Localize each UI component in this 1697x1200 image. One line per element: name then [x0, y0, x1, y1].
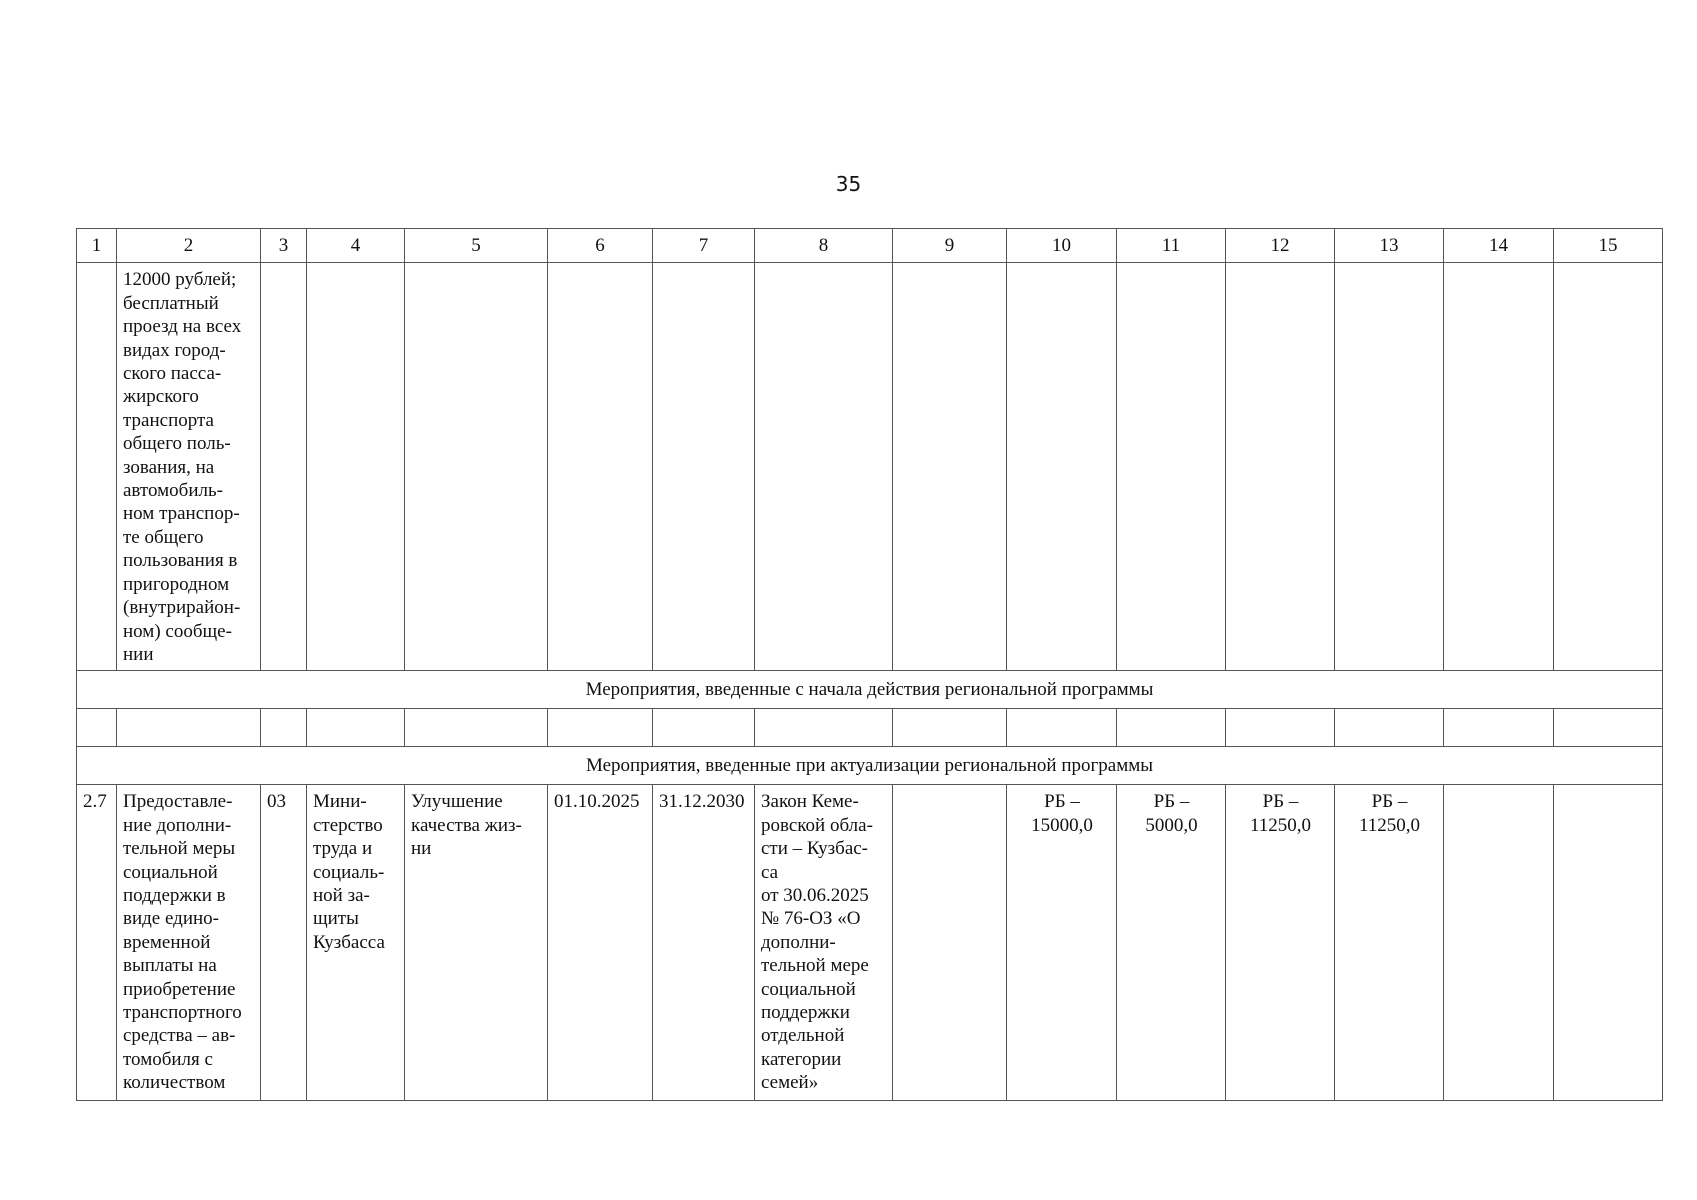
- table-cell: [1117, 263, 1226, 671]
- table-cell: [755, 263, 893, 671]
- row-number: 2.7: [77, 785, 117, 1101]
- section-heading: Мероприятия, введенные при актуализации региональной программы: [77, 747, 1663, 785]
- table-cell: [1444, 263, 1554, 671]
- table-cell: [1226, 263, 1335, 671]
- table-cell: [1444, 709, 1554, 747]
- start-date: 01.10.2025: [548, 785, 653, 1101]
- table-row: [77, 785, 1663, 1101]
- table-cell: [755, 709, 893, 747]
- header-cell: 14: [1444, 229, 1554, 263]
- end-date: 31.12.2030: [653, 785, 755, 1101]
- budget-amount: РБ – 5000,0: [1117, 785, 1226, 1101]
- table-cell: [405, 263, 548, 671]
- header-cell: 6: [548, 229, 653, 263]
- table-cell: [1554, 263, 1663, 671]
- section-row: [77, 747, 1663, 785]
- table-cell: [1117, 709, 1226, 747]
- budget-amount: РБ – 15000,0: [1007, 785, 1117, 1101]
- table-cell: [307, 709, 405, 747]
- table-cell: Улучшение качества жиз- ни: [405, 785, 548, 1101]
- table-cell: [1554, 785, 1663, 1101]
- table-cell: [548, 709, 653, 747]
- table-cell: [893, 709, 1007, 747]
- header-cell: 8: [755, 229, 893, 263]
- header-cell: 10: [1007, 229, 1117, 263]
- header-cell: 15: [1554, 229, 1663, 263]
- header-row: [77, 229, 1663, 263]
- header-cell: 1: [77, 229, 117, 263]
- header-cell: 7: [653, 229, 755, 263]
- table-cell: [893, 785, 1007, 1101]
- table-cell: [77, 263, 117, 671]
- table-cell: 12000 рублей; бесплатный проезд на всех видах город- ского пасса- жирского транспорта общего поль- зования, на автомобиль- ном транспор- те общего пользования в пригородном (внутрирайон- ном) сообще- нии: [117, 263, 261, 671]
- header-cell: 5: [405, 229, 548, 263]
- table-cell: [1335, 263, 1444, 671]
- table-cell: [1007, 709, 1117, 747]
- table-cell: [893, 263, 1007, 671]
- budget-amount: РБ – 11250,0: [1226, 785, 1335, 1101]
- table-row: [77, 263, 1663, 671]
- header-cell: 9: [893, 229, 1007, 263]
- budget-amount: РБ – 11250,0: [1335, 785, 1444, 1101]
- table-cell: [653, 709, 755, 747]
- table-cell: [1444, 785, 1554, 1101]
- table-cell: [1226, 709, 1335, 747]
- table-row: [77, 709, 1663, 747]
- table-cell: [307, 263, 405, 671]
- table-cell: [1335, 709, 1444, 747]
- table-cell: [261, 709, 307, 747]
- table-cell: [77, 709, 117, 747]
- table-cell: [405, 709, 548, 747]
- program-table: [76, 228, 1663, 1101]
- header-cell: 12: [1226, 229, 1335, 263]
- table-cell: [1007, 263, 1117, 671]
- table-cell: [117, 709, 261, 747]
- header-cell: 13: [1335, 229, 1444, 263]
- header-cell: 11: [1117, 229, 1226, 263]
- measure-name: Предоставле- ние дополни- тельной меры социальной поддержки в виде едино- временной выплаты на приобретение транспортного средства – ав- томобиля с количеством: [117, 785, 261, 1101]
- responsible-executor: Мини- стерство труда и социаль- ной за- щиты Кузбасса: [307, 785, 405, 1101]
- header-cell: 3: [261, 229, 307, 263]
- section-heading: Мероприятия, введенные с начала действия региональной программы: [77, 671, 1663, 709]
- table-cell: [261, 263, 307, 671]
- page-number: 35: [835, 172, 862, 196]
- section-row: [77, 671, 1663, 709]
- table-cell: [1554, 709, 1663, 747]
- table-cell: [548, 263, 653, 671]
- legal-act: Закон Кеме- ровской обла- сти – Кузбас- са от 30.06.2025 № 76-ОЗ «О дополни- тельной мере социальной поддержки отдельной категории семей»: [755, 785, 893, 1101]
- table-cell: [653, 263, 755, 671]
- header-cell: 4: [307, 229, 405, 263]
- table-cell: 03: [261, 785, 307, 1101]
- header-cell: 2: [117, 229, 261, 263]
